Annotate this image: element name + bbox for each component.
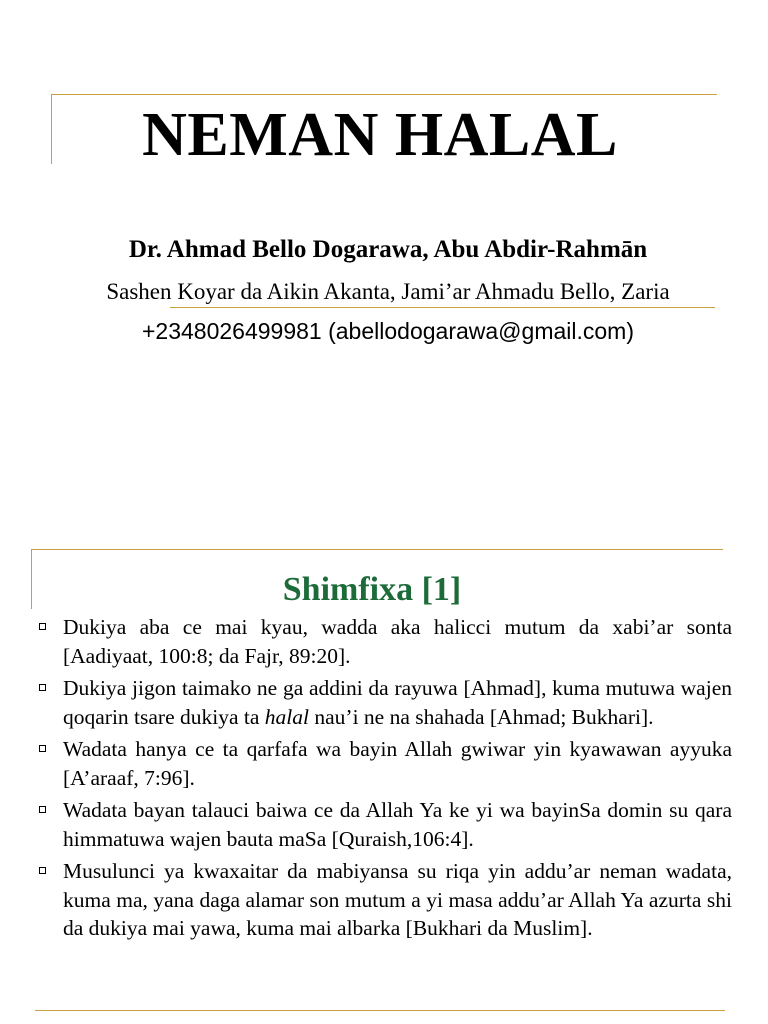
list-item bbox=[38, 674, 732, 731]
square-bullet-icon bbox=[39, 806, 46, 813]
author-name: Dr. Ahmad Bello Dogarawa, Abu Abdir-Rahmān bbox=[128, 236, 648, 263]
bullet-text-part: nau’i ne na shahada [Ahmad; Bukhari]. bbox=[309, 704, 654, 729]
decorative-underline bbox=[170, 307, 715, 308]
square-bullet-icon bbox=[39, 684, 46, 691]
bullet-text-part: Dukiya jigon taimako ne ga addini da rayuwa [Ahmad], kuma mutuwa wajen qoqarin tsare dukiya ta bbox=[63, 676, 732, 729]
bullet-text: Wadata bayan talauci baiwa ce da Allah Ya ke yi wa bayinSa domin su qara himmatuwa wajen bauta maSa [Quraish,106:4]. bbox=[63, 798, 732, 851]
bullet-list bbox=[38, 613, 732, 947]
contact-info: +2348026499981 (abellodogarawa@gmail.com) bbox=[142, 318, 634, 344]
bullet-text: Musulunci ya kwaxaitar da mabiyansa su riqa yin addu’ar neman wadata, kuma ma, yana daga alamar son mutum a yi masa addu’ar Allah Ya azurta shi da dukiya mai yawa, kuma mai albarka [Bukhari da Muslim]. bbox=[63, 859, 732, 940]
slide-subtitle: Shimfixa [1] bbox=[282, 571, 462, 608]
affiliation: Sashen Koyar da Aikin Akanta, Jami’ar Ahmadu Bello, Zaria bbox=[106, 279, 670, 304]
bullet-text: Dukiya aba ce mai kyau, wadda aka halicci mutum da xabi’ar sonta [Aadiyaat, 100:8; da Fajr, 89:20]. bbox=[63, 615, 732, 668]
bullet-text: Wadata hanya ce ta qarfafa wa bayin Allah gwiwar yin kyawawan ayyuka [A’araaf, 7:96]. bbox=[63, 737, 732, 790]
square-bullet-icon bbox=[39, 623, 46, 630]
decorative-top-line bbox=[31, 549, 723, 550]
slide-title: NEMAN HALAL bbox=[142, 101, 618, 169]
list-item bbox=[38, 857, 732, 943]
square-bullet-icon bbox=[39, 745, 46, 752]
list-item bbox=[38, 735, 732, 792]
decorative-top-line bbox=[51, 94, 717, 95]
square-bullet-icon bbox=[39, 867, 46, 874]
content-slide bbox=[0, 512, 768, 1024]
decorative-bottom-line bbox=[35, 1010, 725, 1011]
bullet-text-italic: halal bbox=[264, 704, 309, 729]
list-item bbox=[38, 796, 732, 853]
list-item bbox=[38, 613, 732, 670]
